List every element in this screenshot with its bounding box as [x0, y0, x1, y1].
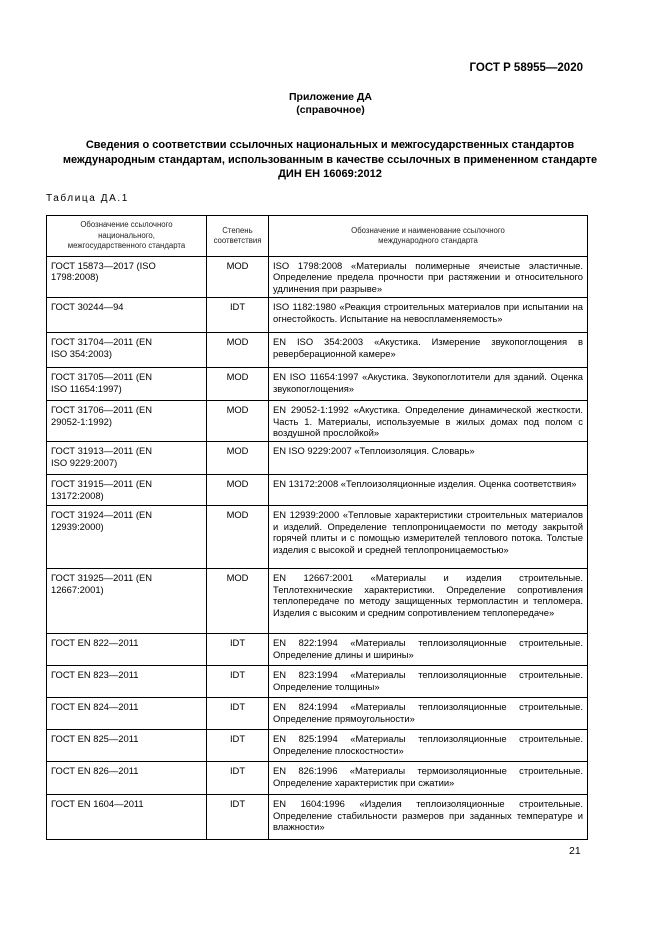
- national-standard-cell: ГОСТ EN 1604—2011: [47, 795, 207, 840]
- section-title: Сведения о соответствии ссылочных национальных и межгосударственных стандартов международным стандартам, использованным в качестве ссылочных в примененном стандарте ДИН ЕН 16069:2012: [62, 139, 598, 180]
- national-standard-cell: ГОСТ 30244—94: [47, 298, 207, 333]
- table-row: [47, 795, 588, 840]
- national-standard-cell: ГОСТ 31705—2011 (EN ISO 11654:1997): [47, 368, 207, 401]
- international-standard-cell: EN 13172:2008 «Теплоизоляционные изделия. Оценка соответствия»: [269, 475, 588, 506]
- degree-cell: IDT: [207, 298, 269, 333]
- international-standard-cell: EN ISO 11654:1997 «Акустика. Звукопоглотители для зданий. Оценка звукопоглощения»: [269, 368, 588, 401]
- table-row: [47, 368, 588, 401]
- international-standard-cell: EN 825:1994 «Материалы теплоизоляционные строительные. Определение плоскостности»: [269, 730, 588, 762]
- degree-cell: MOD: [207, 442, 269, 475]
- international-standard-cell: ISO 1182:1980 «Реакция строительных материалов при испытании на огнестойкость. Испытание на невоспламеняемость»: [269, 298, 588, 333]
- table-row: [47, 506, 588, 569]
- table-row: [47, 442, 588, 475]
- degree-cell: MOD: [207, 506, 269, 569]
- annex-heading: [0, 91, 661, 117]
- header-national: Обозначение ссылочного национального, межгосударственного стандарта: [47, 216, 207, 257]
- international-standard-cell: EN 824:1994 «Материалы теплоизоляционные строительные. Определение прямоугольности»: [269, 698, 588, 730]
- degree-cell: MOD: [207, 475, 269, 506]
- degree-cell: IDT: [207, 666, 269, 698]
- degree-cell: IDT: [207, 795, 269, 840]
- page-number: 21: [569, 845, 581, 857]
- international-standard-cell: EN 826:1996 «Материалы термоизоляционные строительные. Определение характеристик при сжатии»: [269, 762, 588, 795]
- national-standard-cell: ГОСТ 15873—2017 (ISO 1798:2008): [47, 257, 207, 298]
- national-standard-cell: ГОСТ 31925—2011 (EN 12667:2001): [47, 569, 207, 634]
- table-row: [47, 730, 588, 762]
- annex-subtitle: (справочное): [296, 104, 365, 116]
- table-row: [47, 762, 588, 795]
- international-standard-cell: EN 822:1994 «Материалы теплоизоляционные строительные. Определение длины и ширины»: [269, 634, 588, 666]
- document-code: ГОСТ Р 58955—2020: [469, 62, 583, 74]
- international-standard-cell: EN ISO 9229:2007 «Теплоизоляция. Словарь»: [269, 442, 588, 475]
- international-standard-cell: EN 823:1994 «Материалы теплоизоляционные строительные. Определение толщины»: [269, 666, 588, 698]
- table-row: [47, 634, 588, 666]
- degree-cell: IDT: [207, 730, 269, 762]
- table-header-row: [47, 216, 588, 257]
- table-row: [47, 333, 588, 368]
- national-standard-cell: ГОСТ 31915—2011 (EN 13172:2008): [47, 475, 207, 506]
- national-standard-cell: ГОСТ 31704—2011 (EN ISO 354:2003): [47, 333, 207, 368]
- table-caption: Таблица ДА.1: [46, 193, 129, 204]
- national-standard-cell: ГОСТ 31913—2011 (EN ISO 9229:2007): [47, 442, 207, 475]
- national-standard-cell: ГОСТ 31924—2011 (EN 12939:2000): [47, 506, 207, 569]
- annex-title: Приложение ДА: [289, 91, 372, 103]
- international-standard-cell: EN ISO 354:2003 «Акустика. Измерение звукопоглощения в реверберационной камере»: [269, 333, 588, 368]
- degree-cell: MOD: [207, 401, 269, 442]
- table-row: [47, 298, 588, 333]
- international-standard-cell: EN 12667:2001 «Материалы и изделия строительные. Теплотехнические характеристики. Определение сопротивления теплопередаче по методу защищенных термопластин и тепломера. Изделия с высоким и средним сопротивлением теплопередаче»: [269, 569, 588, 634]
- international-standard-cell: EN 12939:2000 «Тепловые характеристики строительных материалов и изделий. Определение теплопроницаемости по методу закрытой горячей плиты и с помощью измерителей теплового потока. Толстые изделия с высокой и средней теплопроницаемостью»: [269, 506, 588, 569]
- header-degree: Степень соответствия: [207, 216, 269, 257]
- degree-cell: MOD: [207, 257, 269, 298]
- degree-cell: MOD: [207, 368, 269, 401]
- degree-cell: IDT: [207, 762, 269, 795]
- degree-cell: IDT: [207, 634, 269, 666]
- table-row: [47, 666, 588, 698]
- national-standard-cell: ГОСТ EN 822—2011: [47, 634, 207, 666]
- table-row: [47, 475, 588, 506]
- international-standard-cell: ISO 1798:2008 «Материалы полимерные ячеистые эластичные. Определение предела прочности при растяжении и относительного удлинения при разрыве»: [269, 257, 588, 298]
- national-standard-cell: ГОСТ EN 826—2011: [47, 762, 207, 795]
- table-row: [47, 257, 588, 298]
- table-row: [47, 401, 588, 442]
- international-standard-cell: EN 1604:1996 «Изделия теплоизоляционные строительные. Определение стабильности размеров при заданных температуре и влажности»: [269, 795, 588, 840]
- national-standard-cell: ГОСТ EN 825—2011: [47, 730, 207, 762]
- national-standard-cell: ГОСТ EN 823—2011: [47, 666, 207, 698]
- header-international: Обозначение и наименование ссылочного международного стандарта: [269, 216, 588, 257]
- correspondence-table: [46, 215, 588, 840]
- national-standard-cell: ГОСТ 31706—2011 (EN 29052-1:1992): [47, 401, 207, 442]
- international-standard-cell: EN 29052-1:1992 «Акустика. Определение динамической жесткости. Часть 1. Материалы, используемые в жилых домах под полом с воздушной прослойкой»: [269, 401, 588, 442]
- degree-cell: MOD: [207, 333, 269, 368]
- national-standard-cell: ГОСТ EN 824—2011: [47, 698, 207, 730]
- degree-cell: MOD: [207, 569, 269, 634]
- degree-cell: IDT: [207, 698, 269, 730]
- table-row: [47, 569, 588, 634]
- table-row: [47, 698, 588, 730]
